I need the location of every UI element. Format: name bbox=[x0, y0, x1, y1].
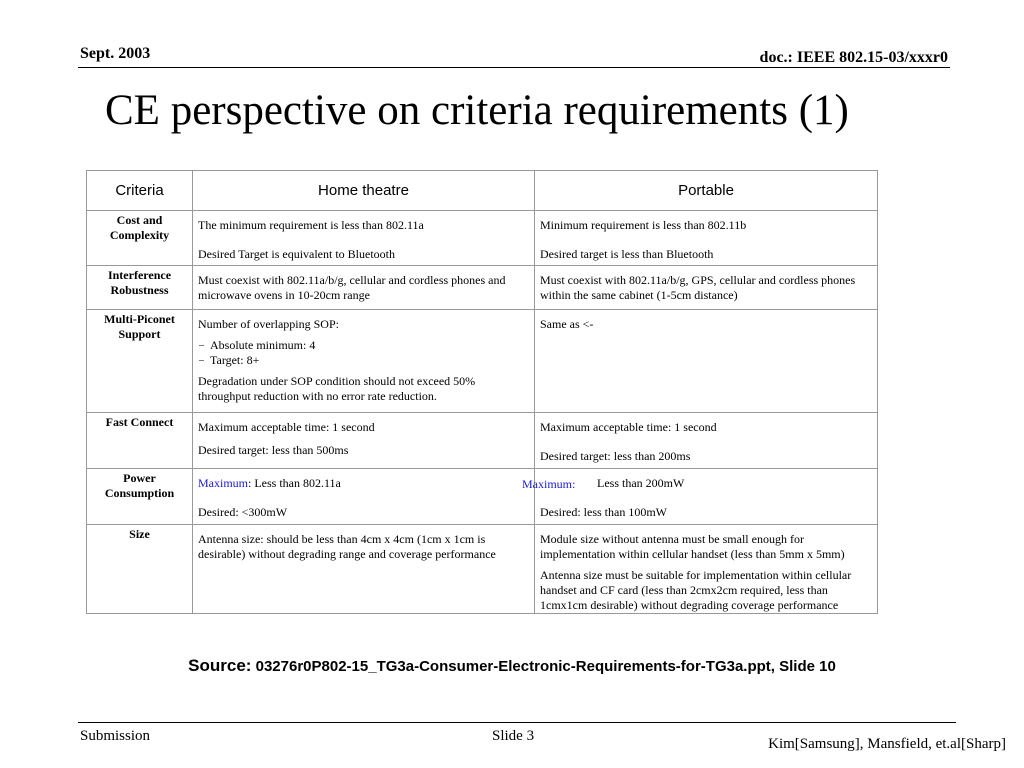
cell-text: Desired target: less than 200ms bbox=[540, 449, 691, 463]
cell-text bbox=[198, 476, 529, 491]
cell-power-portable bbox=[522, 469, 878, 525]
row-label-size: Size bbox=[87, 525, 193, 614]
cell-text: Desired Target is equivalent to Bluetooth bbox=[198, 247, 396, 261]
source-citation bbox=[0, 656, 1024, 676]
cell-power-home bbox=[193, 469, 535, 525]
table-header-row bbox=[87, 171, 878, 211]
header-date: Sept. 2003 bbox=[80, 45, 151, 62]
cell-interference-portable bbox=[535, 266, 878, 310]
col-header-criteria: Criteria bbox=[87, 171, 193, 211]
header-doc-id: doc.: IEEE 802.15-03/xxxr0 bbox=[759, 49, 948, 66]
cell-text: Antenna size must be suitable for implementation within cellular handset and CF card (less than 2cmx2cm required, less than 1cmx1cm desirable) without degrading coverage performance bbox=[540, 568, 852, 612]
cell-text: Desired target: less than 500ms bbox=[198, 443, 349, 457]
cell-piconet-home bbox=[193, 310, 535, 413]
row-label-fast-connect: Fast Connect bbox=[87, 413, 193, 469]
cell-text: Module size without antenna must be small enough for implementation within cellular handset (less than 5mm x 5mm) bbox=[540, 532, 845, 561]
col-header-home-theatre: Home theatre bbox=[193, 171, 535, 211]
row-label-piconet: Multi-Piconet Support bbox=[87, 310, 193, 413]
bullet-item: – Absolute minimum: 4 bbox=[198, 338, 529, 353]
criteria-table bbox=[86, 170, 878, 614]
power-max-line bbox=[522, 476, 872, 491]
source-label: Source: bbox=[188, 656, 252, 675]
maximum-value: Less than 200mW bbox=[597, 476, 685, 490]
cell-text: Antenna size: should be less than 4cm x 4cm (1cm x 1cm is desirable) without degrading range and coverage performance bbox=[198, 532, 496, 561]
cell-text: Number of overlapping SOP: bbox=[198, 317, 339, 331]
cell-cost-home bbox=[193, 211, 535, 266]
cell-fast-portable bbox=[535, 413, 878, 469]
cell-size-home bbox=[193, 525, 535, 614]
footer-submission: Submission bbox=[80, 728, 151, 744]
header-rule bbox=[78, 67, 950, 68]
table-row-power bbox=[87, 469, 878, 525]
cell-text: Desired: <300mW bbox=[198, 505, 288, 519]
table-row-cost bbox=[87, 211, 878, 266]
cell-size-portable bbox=[535, 525, 878, 614]
cell-text: The minimum requirement is less than 802.11a bbox=[198, 218, 424, 232]
maximum-label: Maximum bbox=[198, 476, 248, 490]
cell-piconet-portable bbox=[535, 310, 878, 413]
table-row-size bbox=[87, 525, 878, 614]
table-row-fast-connect bbox=[87, 413, 878, 469]
table-row-piconet bbox=[87, 310, 878, 413]
cell-text: Desired: less than 100mW bbox=[540, 505, 667, 519]
maximum-value: : Less than 802.11a bbox=[248, 476, 341, 490]
cell-text: Maximum acceptable time: 1 second bbox=[198, 420, 375, 434]
maximum-label: Maximum: bbox=[522, 477, 576, 491]
footer-slide-number: Slide 3 bbox=[492, 728, 535, 744]
row-label-cost: Cost and Complexity bbox=[87, 211, 193, 266]
bullet-item: – Target: 8+ bbox=[198, 353, 529, 368]
footer-authors: Kim[Samsung], Mansfield, et.al[Sharp] bbox=[768, 736, 1006, 752]
table-row-interference bbox=[87, 266, 878, 310]
cell-text: Maximum acceptable time: 1 second bbox=[540, 420, 717, 434]
cell-text: Must coexist with 802.11a/b/g, GPS, cellular and cordless phones within the same cabinet (1-5cm distance) bbox=[540, 273, 856, 302]
cell-text: Desired target is less than Bluetooth bbox=[540, 247, 714, 261]
slide-title: CE perspective on criteria requirements (1) bbox=[105, 87, 849, 134]
source-text: 03276r0P802-15_TG3a-Consumer-Electronic-Requirements-for-TG3a.ppt, Slide 10 bbox=[255, 658, 836, 675]
footer-rule bbox=[78, 722, 956, 723]
cell-text: Degradation under SOP condition should not exceed 50% throughput reduction with no error rate reduction. bbox=[198, 374, 476, 403]
row-label-power: Power Consumption bbox=[87, 469, 193, 525]
row-label-interference: Interference Robustness bbox=[87, 266, 193, 310]
cell-interference-home bbox=[193, 266, 535, 310]
cell-text: Must coexist with 802.11a/b/g, cellular and cordless phones and microwave ovens in 10-20cm range bbox=[198, 273, 506, 302]
cell-text: Minimum requirement is less than 802.11b bbox=[540, 218, 747, 232]
cell-cost-portable bbox=[535, 211, 878, 266]
cell-text: Same as <- bbox=[540, 317, 594, 331]
col-header-portable: Portable bbox=[535, 171, 878, 211]
cell-fast-home bbox=[193, 413, 535, 469]
